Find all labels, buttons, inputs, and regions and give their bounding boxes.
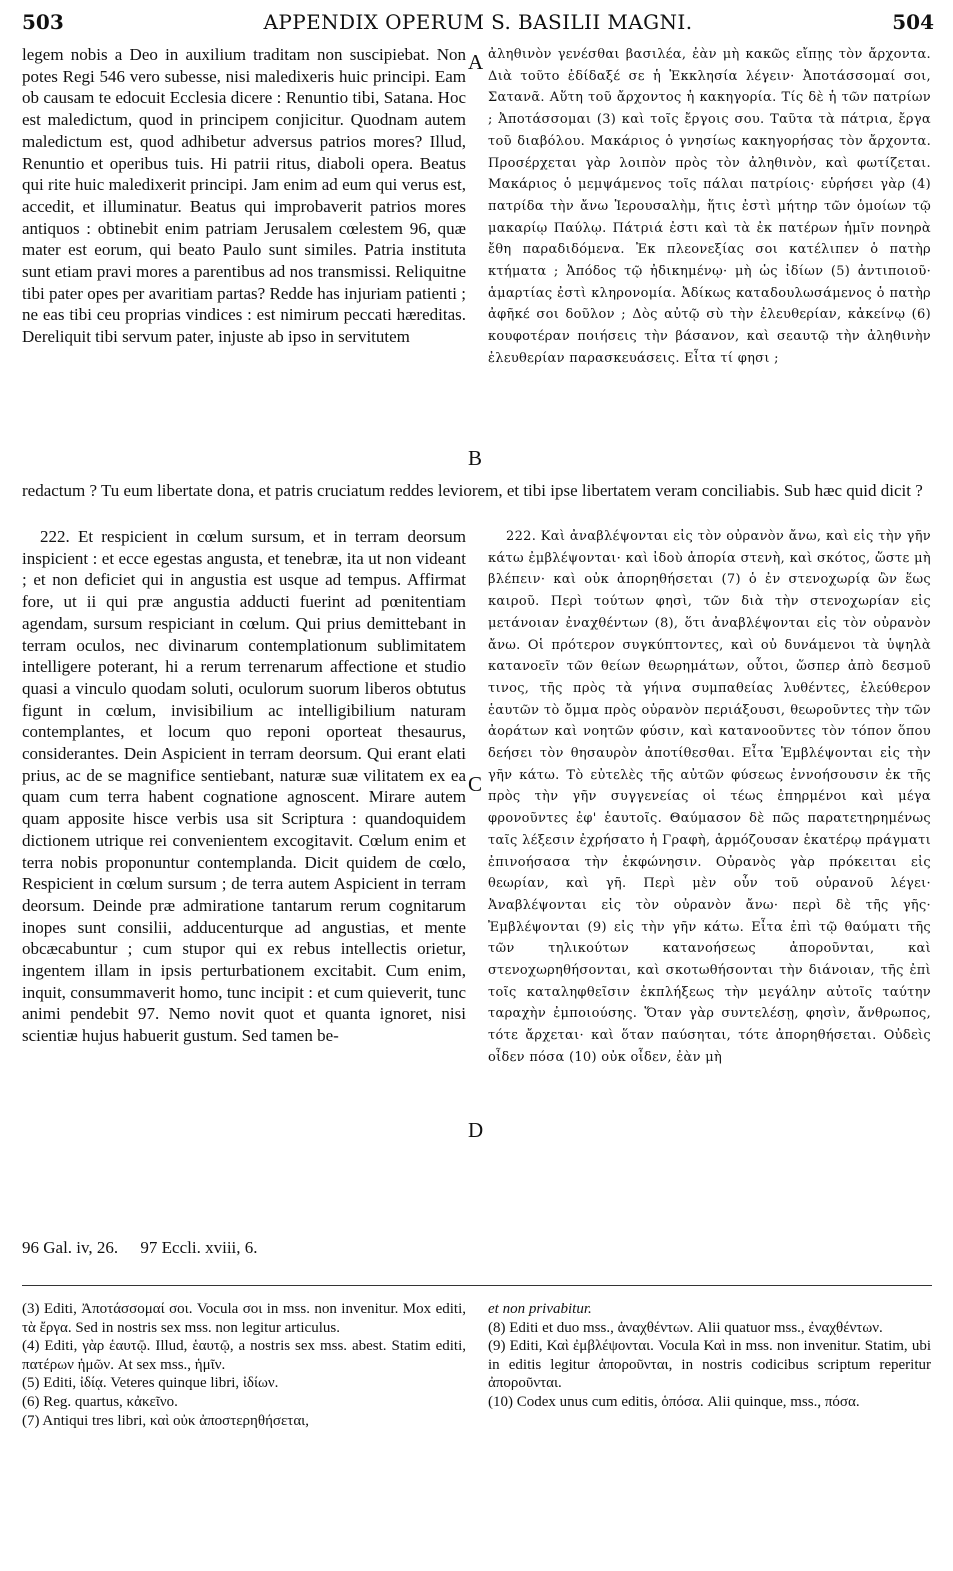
scripture-references: [22, 1238, 276, 1258]
reference-97: 97 Eccli. xviii, 6.: [140, 1238, 258, 1257]
footnote-8: (8) Editi et duo mss., ἀναχθέντων. Alii quatuor mss., ἐναχθέντων.: [488, 1319, 883, 1336]
footnote-7-continued: et non privabitur.: [488, 1301, 592, 1317]
reference-96: 96 Gal. iv, 26.: [22, 1238, 119, 1257]
footnote-6: (6) Reg. quartus, κἀκεῖνο.: [22, 1393, 178, 1410]
margin-marker-b: B: [468, 446, 483, 470]
footnotes-right: [488, 1300, 931, 1412]
margin-marker-c: C: [468, 772, 483, 796]
greek-paragraph-top: ἀληθινὸν γενέσθαι βασιλέα, ἐὰν μὴ κακῶς εἴπῃς τὸν ἄρχοντα. Διὰ τοῦτο ἐδίδαξέ σε ἡ Ἐκκλησία λέγειν· Ἀποτάσσομαί σοι, Σατανᾶ. Αὕτη τοῦ ἄρχοντος ἡ κακηγορία. Τίς δὲ ἡ τῶν πατρίων ; Ἀποτάσσομαι (3) καὶ τοῖς ἔργοις σου. Ταῦτα τὰ πάτρια, ἔργα τοῦ διαβόλου. Μακάριος ὁ γνησίως κακηγορήσας τὸν ἄρχοντα. Προσέρχεται γὰρ λοιπὸν πρὸς τὸν ἀληθινὸν, καὶ φωτίζεται. Μακάριος ὁ μεμψάμενος τοῖς πάλαι πατρίοις· εὑρήσει γὰρ (4) πατρίδα τὴν ἄνω Ἱερουσαλὴμ, ἥτις ἐστὶ μήτηρ τῶν ὁμοίων τῷ μακαρίῳ Παύλῳ. Πάτριά ἐστι καὶ τὰ ἐκ πατέρων ἡμῖν πονηρὰ ἔθη παραδιδόμενα. Ἐκ πλεονεξίας σοι κατέλιπεν ὁ πατὴρ κτήματα ; Ἀπόδος τῷ ἠδικημένῳ· μὴ ὡς ἰδίων (5) ἀντιποιοῦ· ἁμαρτίας ἐστὶ κληρονομία. Ἀδίκως καταδουλωσάμενος ὁ πατὴρ ἀφῆκέ σοι δοῦλον ; Δὸς αὐτῷ σὺ τὴν ἐλευθερίαν, κἀκείνῳ (6) κουφοτέραν ποιήσεις τὴν βάσανον, καὶ σεαυτῷ τὴν ἀληθινὴν ἐλευθερίαν παρασκευάσεις. Εἶτα τί φησι ;: [488, 47, 931, 366]
latin-paragraph-full: redactum ? Tu eum libertate dona, et patris cruciatum reddes leviorem, et tibi ipse libertatem veram conciliabis. Sub hæc quid dicit ?: [22, 481, 923, 500]
full-width-latin: [22, 480, 932, 502]
running-title: APPENDIX OPERUM S. BASILII MAGNI.: [263, 10, 693, 34]
footnotes-left: [22, 1300, 466, 1430]
footnote-4: (4) Editi, γὰρ ἑαυτῷ. Illud, ἑαυτῷ, a nostris sex mss. abest. Statim editi, πατέρων ἡμῶν. At sex mss., ἡμῖν.: [22, 1338, 466, 1373]
latin-column-main: [22, 526, 466, 1047]
greek-column-main: [488, 526, 931, 1069]
page-number-left: 503: [22, 10, 64, 34]
footnote-9: (9) Editi, Καὶ ἐμβλέψονται. Vocula Καὶ in mss. non invenitur. Statim, ubi in editis legitur ἀποροῦνται, in nostris codicibus scriptum reperitur ἀποροῦνται.: [488, 1338, 931, 1392]
page-number-right: 504: [892, 10, 934, 34]
margin-marker-a: A: [468, 50, 484, 74]
greek-column-top: [488, 44, 931, 370]
margin-marker-d: D: [468, 1118, 484, 1142]
footnote-5: (5) Editi, ἰδίᾳ. Veteres quinque libri, ἰδίων.: [22, 1375, 279, 1392]
latin-column-top: [22, 44, 466, 348]
greek-paragraph-main: 222. Καὶ ἀναβλέψονται εἰς τὸν οὐρανὸν ἄνω, καὶ εἰς τὴν γῆν κάτω ἐμβλέψονται· καὶ ἰδοὺ ἀπορία στενὴ, καὶ σκότος, ὥστε μὴ βλέπειν· καὶ οὐκ ἀπορηθήσεται (7) ὁ ἐν στενοχωρίᾳ ὢν ἕως καιροῦ. Περὶ τούτων φησὶ, τῶν διὰ τὴν στενοχωρίαν εἰς μετάνοιαν ἐναχθέντων (8), ὅτι ἀναβλέψονται εἰς τὸν οὐρανὸν ἄνω. Οἱ πρότερον συγκύπτοντες, καὶ οὐ δυνάμενοι τὰ ὑψηλὰ κατανοεῖν τῶν θείων θεωρημάτων, οὗτοι, ὥσπερ ἀπὸ δεσμοῦ τινος, τῆς πρὸς τὰ γήινα συμπαθείας λυθέντες, ἐλεύθερον ἑαυτῶν τὸ ὄμμα πρὸς οὐρανὸν περιάξουσι, θεωροῦντες τὴν τῶν ἀοράτων καὶ νοητῶν φύσιν, καὶ κατανοοῦντες τὸν τόπον ὅπου δεήσει τὸν θησαυρὸν ἀποτίθεσθαι. Εἶτα Ἐμβλέψονται εἰς τὴν γῆν κάτω. Τὸ εὐτελὲς τῆς αὐτῶν φύσεως ἐννοήσουσιν ἐκ τῆς πρὸς τὴν γῆν συγγενείας οἱ τέως ἐπηρμένοι καὶ μέγα φρονοῦντες ἐφ' ἑαυτοῖς. Θαύμασον δὲ πῶς παρατετηρημένως ταῖς λέξεσιν ἐχρήσατο ἡ Γραφὴ, ἁρμόζουσαν ἑκατέρῳ πράγματι ἐπινοήσασα τὴν ἐκφώνησιν. Οὐρανὸς γὰρ πρόκειται εἰς θεωρίαν, καὶ γῆ. Περὶ μὲν οὖν τοῦ οὐρανοῦ λέγει· Ἀναβλέψονται εἰς τὸν οὐρανὸν ἄνω· περὶ δὲ τῆς γῆς· Ἐμβλέψονται (9) εἰς τὴν γῆν κάτω. Εἶτα ἐπὶ τῷ θαύματι τῆς τῶν τηλικούτων κατανοήσεως ἀποροῦνται, καὶ στενοχωρηθήσονται, καὶ σκοτωθήσονται τὴν διάνοιαν, τῆς ἐπὶ τοῖς καταληφθεῖσιν ἐκπλήξεως τὴν μεγάλην αὐτοῖς ταύτην ταραχὴν ἐμποιούσης. Ὅταν γὰρ συντελέσῃ, φησὶν, ἄνθρωπος, τότε ἄρχεται· καὶ ὅταν παύσηται, τότε ἀπορηθήσεται. Οὐδεὶς οἶδεν πόσα (10) οὐκ οἶδεν, ἐὰν μὴ: [488, 529, 931, 1065]
latin-paragraph-main: 222. Et respicient in cœlum sursum, et in terram deorsum inspicient : et ecce egestas angusta, et tenebræ, ita ut non videant ; et non deficiet qui in angustia est usque ad tempus. Affirmat fore, ut ii qui præ angustia adducti fuerint ad pœnitentiam agendam, sursum respiciant in cœlum. Qui prius demittebant in terram oculos, nec divinarum contemplationum sublimitatem intelligere poterant, hi a rerum terrenarum affectione et studio quasi a vinculo quodam soluti, oculorum suorum liberos obtutus figunt in cœlum, invisibilium ac intelligibilium naturam contemplantes, et locum quo reponi oporteat thesaurus, considerantes. Dein Aspicient in terram deorsum. Qui erant elati prius, ac de se magnifice sentiebant, naturæ suæ vilitatem ex ea quam cum terra habent cognatione agnoscent. Mirare autem quam apposite hisce verbis usa sit Scriptura : quandoquidem dictionem utrique rei convenientem excogitavit. Cœlum enim et terra nobis proponuntur contemplanda. Dicit quidem de cœlo, Respicient in cœlum sursum ; de terra autem Aspicient in terram deorsum. Deinde præ admiratione tantarum rerum cognitarum inopes sunt consilii, adducenturque ad angustias, et mente obcæcabuntur ; cum stupor qui ex rebus intellectis orietur, ingentem illam in ipsis perturbationem excitabit. Cum enim, inquit, consummaverit homo, tunc incipit : et cum quieverit, tunc animi pendebit 97. Nemo novit quot et quanta ignoret, nisi scientiæ hujus habuerit gustum. Sed tamen be-: [22, 527, 466, 1046]
footnote-3: (3) Editi, Ἀποτάσσομαί σοι. Vocula σοι in mss. non invenitur. Mox editi, τὰ ἔργα. Sed in nostris sex mss. non legitur articulus.: [22, 1301, 466, 1336]
footnote-10: (10) Codex unus cum editis, ὁπόσα. Alii quinque, mss., πόσα.: [488, 1393, 860, 1410]
footnote-divider: [22, 1285, 932, 1286]
footnote-7: (7) Antiqui tres libri, καὶ οὐκ ἀποστερηθήσεται,: [22, 1412, 309, 1429]
latin-paragraph-top: legem nobis a Deo in auxilium traditam non suscipiebat. Non potes Regi 546 vero subesse, nisi maledixeris huic principi. Eam ob causam te edocuit Ecclesia dicere : Renuntio tibi, Satana. Hoc est maledictum, quod in principem conjicitur. Quodnam autem maledictum est, quod adhibetur adversus patrios mores? Illud, Renuntio et operibus tuis. Hi patrii ritus, diaboli opera. Beatus qui rite huic maledixerit principi. Jam enim ad eum qui verus est, accedit, et illuminatur. Beatus qui improbaverit patrios mores antiquos : obtinebit enim patriam Jerusalem cœlestem 96, quæ mater est eorum, qui beato Paulo sunt similes. Patria instituta sunt etiam pravi mores a parentibus ad nos transmissi. Reliquitne tibi pater opes per avaritiam partas? Redde has injuriam patienti ; ne eas tibi ceu proprias vindices : est nimirum peccati hæreditas. Dereliquit tibi servum pater, injuste ab ipso in servitutem: [22, 45, 466, 347]
running-header: [22, 10, 934, 40]
